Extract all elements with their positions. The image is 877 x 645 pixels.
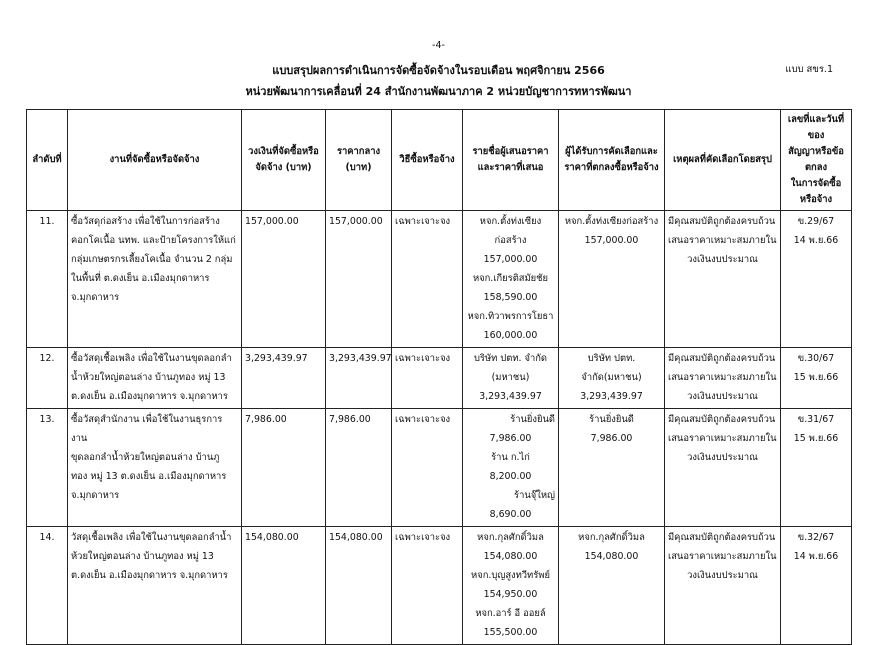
cell-reason: มีคุณสมบัติถูกต้องครบถ้วน เสนอราคาเหมาะสมภายใน วงเงินงบประมาณ bbox=[665, 409, 781, 527]
cell-winner: หจก.ตั้งท่งเซียงก่อสร้าง 157,000.00 bbox=[559, 211, 665, 348]
header-reason: เหตุผลที่คัดเลือกโดยสรุป bbox=[665, 110, 781, 211]
form-code: แบบ สขร.1 bbox=[785, 64, 833, 75]
cell-method: เฉพาะเจาะจง bbox=[392, 409, 463, 527]
header-seq: ลำดับที่ bbox=[27, 110, 68, 211]
cell-median-price: 7,986.00 bbox=[326, 409, 392, 527]
header-contract: เลขที่และวันที่ของ สัญญาหรือข้อตกลง ในการจัดซื้อหรือจ้าง bbox=[781, 110, 852, 211]
cell-reason: มีคุณสมบัติถูกต้องครบถ้วน เสนอราคาเหมาะสมภายใน วงเงินงบประมาณ bbox=[665, 348, 781, 409]
cell-winner: ร้านยิ่งยินดี 7,986.00 bbox=[559, 409, 665, 527]
header-winner: ผู้ได้รับการคัดเลือกและ ราคาที่ตกลงซื้อหรือจ้าง bbox=[559, 110, 665, 211]
cell-item: ซื้อวัสดุก่อสร้าง เพื่อใช้ในการก่อสร้าง คอกโคเนื้อ นทพ. และป้ายโครงการให้แก่ กลุ่มเกษตรกรเลี้ยงโคเนื้อ จำนวน 2 กลุ่ม ในพื้นที่ ต.ดงเย็น อ.เมืองมุกดาหาร จ.มุกดาหาร bbox=[68, 211, 242, 348]
cell-seq: 12. bbox=[27, 348, 68, 409]
cell-contract: ข.31/67 15 พ.ย.66 bbox=[781, 409, 852, 527]
cell-bidders: บริษัท ปตท. จำกัด (มหาชน) 3,293,439.97 bbox=[463, 348, 559, 409]
cell-seq: 13. bbox=[27, 409, 68, 527]
table-row bbox=[27, 348, 852, 409]
header-bidders: รายชื่อผู้เสนอราคา และราคาที่เสนอ bbox=[463, 110, 559, 211]
cell-contract: ข.32/67 14 พ.ย.66 bbox=[781, 527, 852, 645]
header-item: งานที่จัดซื้อหรือจัดจ้าง bbox=[68, 110, 242, 211]
cell-median-price: 154,080.00 bbox=[326, 527, 392, 645]
procurement-table bbox=[26, 109, 852, 645]
table-row bbox=[27, 527, 852, 645]
header-median-price: ราคากลาง (บาท) bbox=[326, 110, 392, 211]
cell-bidders: ร้านยิ่งยินดี 7,986.00 ร้าน ก.ไก่ 8,200.00 ร้านจุ๊ใหญ่ 8,690.00 bbox=[463, 409, 559, 527]
cell-winner: หจก.กุลศักดิ์วิมล 154,080.00 bbox=[559, 527, 665, 645]
cell-budget: 157,000.00 bbox=[242, 211, 326, 348]
cell-bidders: หจก.กุลศักดิ์วิมล 154,080.00 หจก.บุญสูงทวีทรัพย์ 154,950.00 หจก.อาร์ อี ออยล์ 155,500.00 bbox=[463, 527, 559, 645]
cell-contract: ข.30/67 15 พ.ย.66 bbox=[781, 348, 852, 409]
cell-seq: 11. bbox=[27, 211, 68, 348]
cell-item: ซื้อวัสดุสำนักงาน เพื่อใช้ในงานธุรการงาน ขุดลอกลำน้ำห้วยใหญ่ตอนล่าง บ้านภู ทอง หมู่ 13 ต.ดงเย็น อ.เมืองมุกดาหาร จ.มุกดาหาร bbox=[68, 409, 242, 527]
cell-budget: 154,080.00 bbox=[242, 527, 326, 645]
cell-budget: 3,293,439.97 bbox=[242, 348, 326, 409]
cell-method: เฉพาะเจาะจง bbox=[392, 348, 463, 409]
table-row bbox=[27, 409, 852, 527]
table-row bbox=[27, 211, 852, 348]
cell-budget: 7,986.00 bbox=[242, 409, 326, 527]
cell-reason: มีคุณสมบัติถูกต้องครบถ้วน เสนอราคาเหมาะสมภายใน วงเงินงบประมาณ bbox=[665, 211, 781, 348]
cell-contract: ข.29/67 14 พ.ย.66 bbox=[781, 211, 852, 348]
cell-winner: บริษัท ปตท. จำกัด(มหาชน) 3,293,439.97 bbox=[559, 348, 665, 409]
cell-seq: 14. bbox=[27, 527, 68, 645]
report-title: แบบสรุปผลการดำเนินการจัดซื้อจัดจ้างในรอบเดือน พฤศจิกายน 2566 bbox=[272, 64, 605, 77]
cell-method: เฉพาะเจาะจง bbox=[392, 211, 463, 348]
header-row bbox=[27, 110, 852, 211]
header-budget: วงเงินที่จัดซื้อหรือ จัดจ้าง (บาท) bbox=[242, 110, 326, 211]
cell-item: วัสดุเชื้อเพลิง เพื่อใช้ในงานขุดลอกลำน้ำ ห้วยใหญ่ตอนล่าง บ้านภูทอง หมู่ 13 ต.ดงเย็น อ.เมืองมุกดาหาร จ.มุกดาหาร bbox=[68, 527, 242, 645]
cell-reason: มีคุณสมบัติถูกต้องครบถ้วน เสนอราคาเหมาะสมภายใน วงเงินงบประมาณ bbox=[665, 527, 781, 645]
cell-median-price: 3,293,439.97 bbox=[326, 348, 392, 409]
header-method: วิธีซื้อหรือจ้าง bbox=[392, 110, 463, 211]
cell-method: เฉพาะเจาะจง bbox=[392, 527, 463, 645]
cell-median-price: 157,000.00 bbox=[326, 211, 392, 348]
cell-item: ซื้อวัสดุเชื้อเพลิง เพื่อใช้ในงานขุดลอกลำ น้ำห้วยใหญ่ตอนล่าง บ้านภูทอง หมู่ 13 ต.ดงเย็น อ.เมืองมุกดาหาร จ.มุกดาหาร bbox=[68, 348, 242, 409]
report-subtitle: หน่วยพัฒนาการเคลื่อนที่ 24 สำนักงานพัฒนาภาค 2 หน่วยบัญชาการทหารพัฒนา bbox=[245, 85, 632, 98]
cell-bidders: หจก.ตั้งท่งเซียงก่อสร้าง 157,000.00 หจก.เกียรติสมัยชัย 158,590.00 หจก.ทิวาพรการโยธา 160,000.00 bbox=[463, 211, 559, 348]
page-number: -4- bbox=[432, 40, 445, 51]
